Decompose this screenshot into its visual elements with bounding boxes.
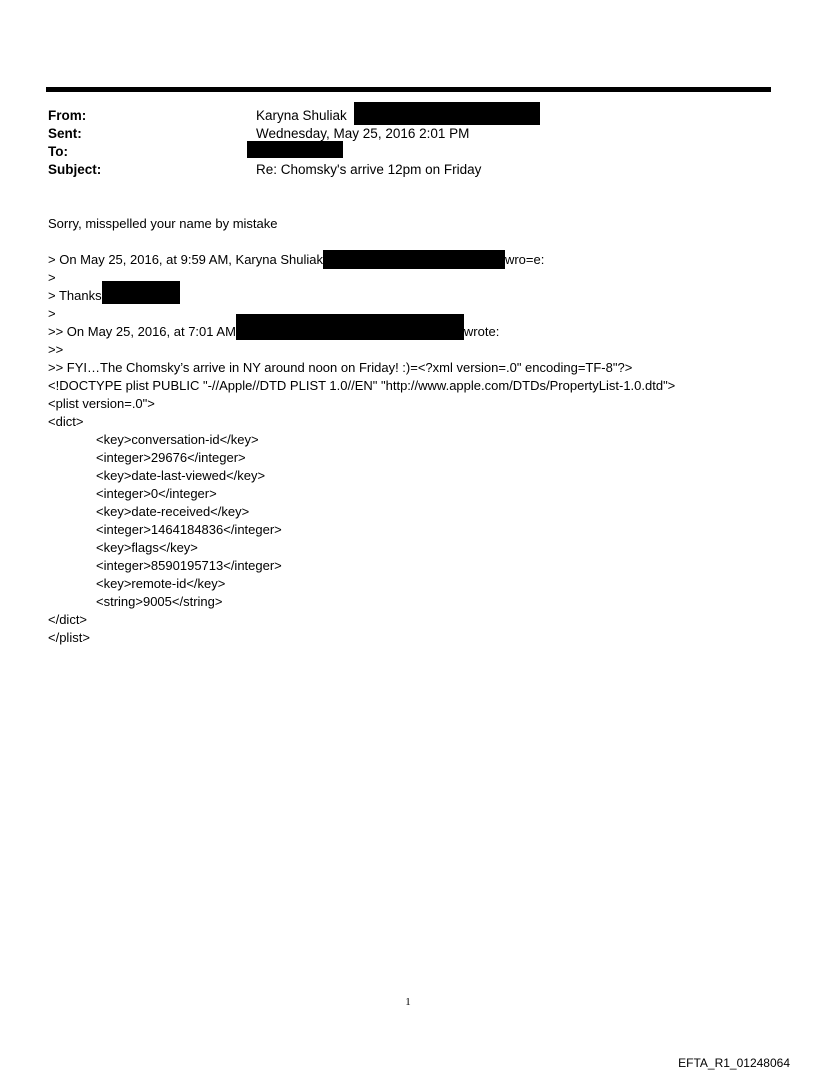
bates-number: EFTA_R1_01248064 bbox=[678, 1056, 790, 1070]
page-number: 1 bbox=[405, 996, 411, 1008]
quote-line: >> On May 25, 2016, at 7:01 AM wrote: bbox=[48, 323, 675, 341]
plist-line: </dict> bbox=[48, 612, 88, 627]
plist-line: <key>flags</key> bbox=[96, 540, 198, 555]
plist-line: <integer>1464184836</integer> bbox=[96, 522, 282, 537]
plist-line: <integer>29676</integer> bbox=[96, 450, 246, 465]
subject-label: Subject: bbox=[48, 162, 102, 177]
redaction-box bbox=[236, 314, 464, 340]
from-label: From: bbox=[48, 108, 87, 123]
body-line: Sorry, misspelled your name by mistake bbox=[48, 216, 278, 231]
quote-line: >> bbox=[48, 342, 64, 357]
plist-line: <string>9005</string> bbox=[96, 594, 223, 609]
quote-line: <dict> bbox=[48, 414, 84, 429]
quote-line: > Thanks bbox=[48, 287, 675, 305]
email-body bbox=[48, 215, 675, 647]
from-value: Karyna Shuliak bbox=[256, 108, 347, 123]
quote-line: >> FYI…The Chomsky’s arrive in NY around noon on Friday! :)=<?xml version=.0" encoding=TF-8"?> bbox=[48, 360, 633, 375]
redaction-box bbox=[247, 141, 343, 158]
sent-value: Wednesday, May 25, 2016 2:01 PM bbox=[256, 126, 470, 141]
plist-line: </plist> bbox=[48, 630, 90, 645]
quote-line: <!DOCTYPE plist PUBLIC "-//Apple//DTD PLIST 1.0//EN" "http://www.apple.com/DTDs/PropertyList-1.0.dtd"> bbox=[48, 378, 676, 393]
plist-line: <key>remote-id</key> bbox=[96, 576, 226, 591]
quote-line: > bbox=[48, 306, 56, 321]
plist-line: <key>date-received</key> bbox=[96, 504, 250, 519]
plist-line: <integer>8590195713</integer> bbox=[96, 558, 282, 573]
to-label: To: bbox=[48, 144, 68, 159]
sent-label: Sent: bbox=[48, 126, 82, 141]
redaction-box bbox=[354, 102, 540, 125]
quote-line: > bbox=[48, 270, 56, 285]
redaction-box bbox=[323, 250, 505, 269]
plist-line: <integer>0</integer> bbox=[96, 486, 217, 501]
header-divider bbox=[46, 87, 771, 92]
plist-line: <key>date-last-viewed</key> bbox=[96, 468, 266, 483]
quote-line: > On May 25, 2016, at 9:59 AM, Karyna Shuliak wro=e: bbox=[48, 252, 545, 267]
quote-line: <plist version=.0"> bbox=[48, 396, 155, 411]
plist-line: <key>conversation-id</key> bbox=[96, 432, 259, 447]
subject-value: Re: Chomsky's arrive 12pm on Friday bbox=[256, 162, 482, 177]
redaction-box bbox=[102, 281, 180, 304]
